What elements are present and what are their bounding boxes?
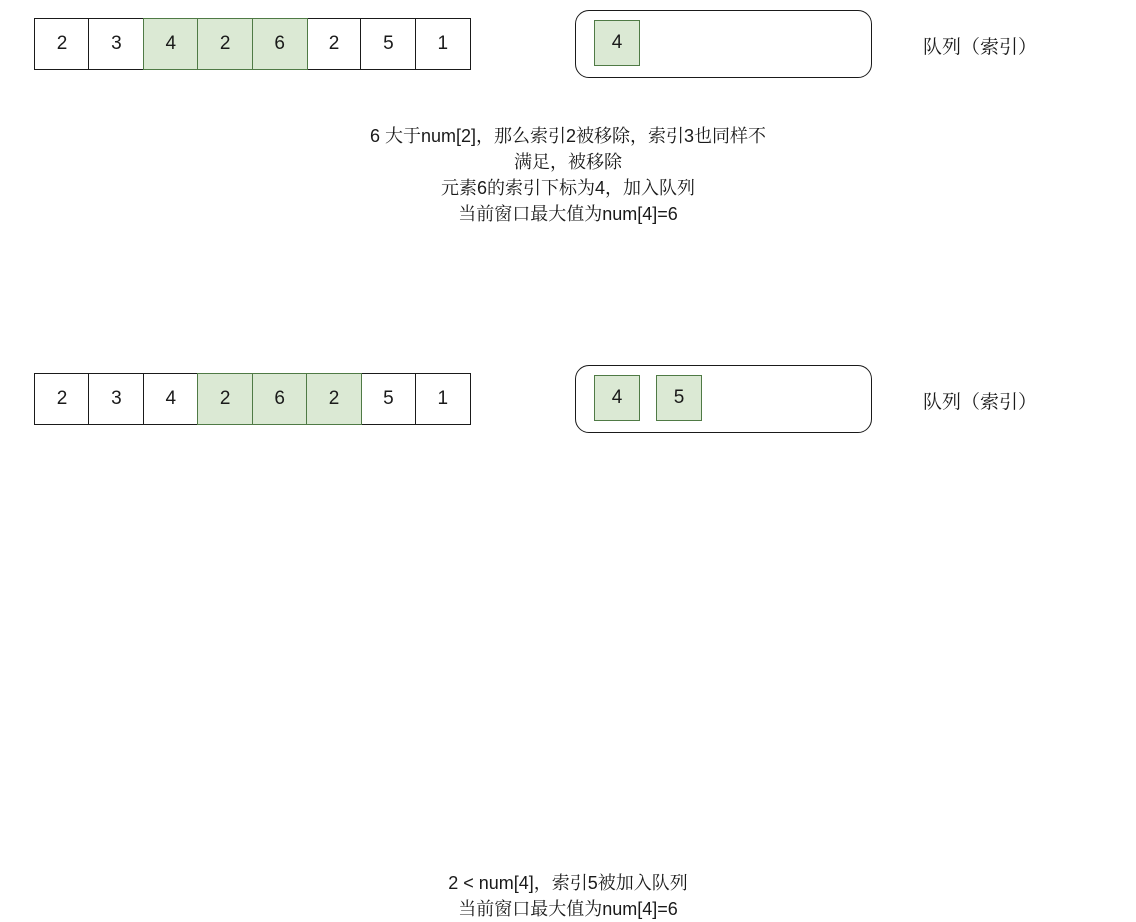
array-cells-step-1 [34, 18, 471, 70]
step-1-row [0, 0, 1136, 64]
caption-line: 6 大于num[2]，那么索引2被移除，索引3也同样不 [369, 126, 767, 146]
array-cell: 4 [143, 18, 199, 70]
queue-items-step-2 [594, 375, 702, 421]
queue-items-step-1 [594, 20, 640, 66]
array-cell: 2 [34, 373, 90, 425]
diagram-step-2 [0, 355, 1136, 919]
caption-line: 满足，被移除 [514, 152, 622, 172]
array-cell: 2 [34, 18, 90, 70]
array-cell: 6 [252, 373, 308, 425]
array-cell: 2 [197, 18, 253, 70]
array-cell: 1 [415, 18, 471, 70]
caption-line: 当前窗口最大值为num[4]=6 [458, 204, 678, 224]
queue-box-step-1 [575, 10, 872, 78]
queue-label-step-1: 队列（索引） [923, 37, 1038, 58]
queue-cell: 4 [594, 375, 640, 421]
step-1-caption [0, 123, 1136, 227]
caption-line: 当前窗口最大值为num[4]=6 [458, 899, 678, 919]
array-cell: 2 [306, 373, 362, 425]
queue-label-step-2: 队列（索引） [923, 392, 1038, 413]
step-2-caption [0, 870, 1136, 922]
diagram-step-1 [0, 0, 1136, 224]
array-cell: 5 [360, 18, 416, 70]
caption-line: 元素6的索引下标为4，加入队列 [440, 178, 696, 198]
array-cell: 3 [88, 373, 144, 425]
array-cell: 5 [360, 373, 416, 425]
array-cell: 1 [415, 373, 471, 425]
array-cell: 6 [252, 18, 308, 70]
array-cell: 4 [143, 373, 199, 425]
queue-cell: 4 [594, 20, 640, 66]
step-2-row [0, 355, 1136, 419]
queue-box-step-2 [575, 365, 872, 433]
array-cell: 2 [197, 373, 253, 425]
array-cell: 3 [88, 18, 144, 70]
array-cell: 2 [306, 18, 362, 70]
caption-line: 2 < num[4]，索引5被加入队列 [448, 873, 688, 893]
queue-cell: 5 [656, 375, 702, 421]
array-cells-step-2 [34, 373, 471, 425]
